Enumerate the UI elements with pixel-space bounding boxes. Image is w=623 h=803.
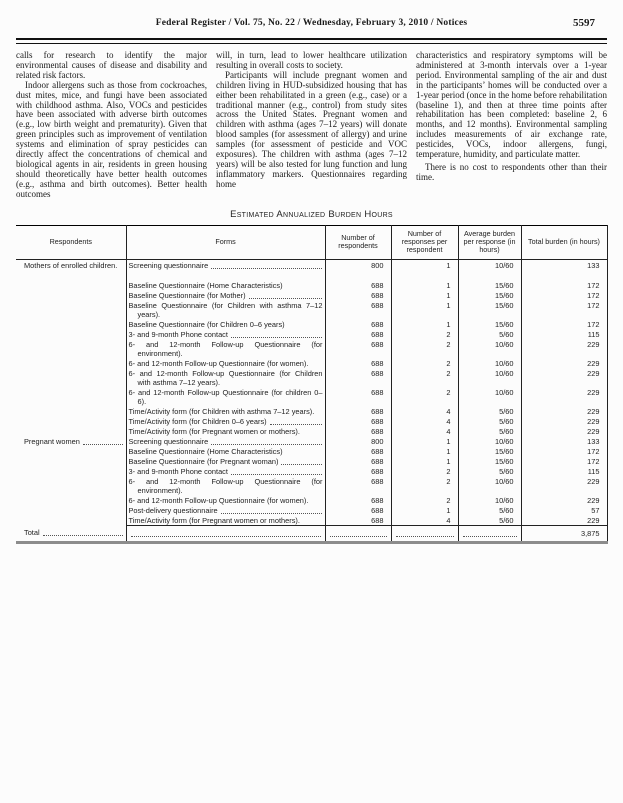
- total-burden-cell: 229: [521, 339, 607, 358]
- respondent-cell: [16, 290, 126, 300]
- dot-leader: [281, 457, 321, 465]
- num-responses-cell: 4: [391, 416, 458, 426]
- col-header-avg-burden: Average burden per response (in hours): [458, 225, 521, 259]
- total-burden-cell: 229: [521, 426, 607, 436]
- avg-burden-cell: 10/60: [458, 436, 521, 446]
- avg-burden-cell: 15/60: [458, 456, 521, 466]
- form-cell: Baseline Questionnaire (Home Characteristics): [126, 446, 325, 456]
- total-burden-cell: 133: [521, 259, 607, 280]
- form-cell: Screening questionnaire: [126, 259, 325, 280]
- header-double-rule: [16, 38, 607, 44]
- num-responses-cell: 2: [391, 387, 458, 406]
- avg-burden-cell: 15/60: [458, 446, 521, 456]
- paragraph: There is no cost to respondents other than their time.: [416, 161, 607, 182]
- form-cell: 6- and 12-month Follow-up Questionnaire (for women).: [126, 358, 325, 368]
- total-burden-cell: 57: [521, 505, 607, 515]
- dot-leader: [211, 437, 321, 445]
- avg-burden-cell: 5/60: [458, 416, 521, 426]
- total-burden-cell: 229: [521, 416, 607, 426]
- num-respondents-cell: 688: [325, 476, 391, 495]
- total-avg-burden-cell: [458, 525, 521, 542]
- form-cell: Time/Activity form (for Children with asthma 7–12 years).: [126, 406, 325, 416]
- respondent-cell: Pregnant women: [16, 436, 126, 446]
- total-burden-cell: 133: [521, 436, 607, 446]
- avg-burden-cell: 15/60: [458, 290, 521, 300]
- running-head: [16, 18, 607, 34]
- num-responses-cell: 2: [391, 368, 458, 387]
- table-row: [16, 466, 607, 476]
- avg-burden-cell: 10/60: [458, 259, 521, 280]
- avg-burden-cell: 5/60: [458, 329, 521, 339]
- avg-burden-cell: 5/60: [458, 466, 521, 476]
- num-respondents-cell: 688: [325, 426, 391, 436]
- issue-citation: / Vol. 75, No. 22 / Wednesday, February 3, 2010 / Notices: [226, 18, 468, 28]
- paragraph: characteristics and respiratory symptoms will be administered at 3-month intervals over a 1-year period. Environmental sampling of the air and dust in the participants’ homes will be conducted over a 1-year period (once in the home before rehabilitation (baseline 1), and then at three time points after rehabilitation has been completed: baseline 2, 6 months, and 12 months). Environmental sampling includes measurements of air exchange rate, pesticides, VOCs, indoor allergens, fungi, temperature, humidity, and particulate matter.: [416, 50, 607, 160]
- num-respondents-cell: 688: [325, 406, 391, 416]
- num-respondents-cell: 688: [325, 339, 391, 358]
- total-burden-cell: 229: [521, 515, 607, 526]
- dot-leader: [221, 506, 322, 514]
- respondent-cell: [16, 495, 126, 505]
- num-respondents-cell: 688: [325, 387, 391, 406]
- avg-burden-cell: 10/60: [458, 387, 521, 406]
- table-row: [16, 387, 607, 406]
- form-cell: Screening questionnaire: [126, 436, 325, 446]
- total-burden-cell: 172: [521, 300, 607, 319]
- dot-leader: [330, 529, 387, 537]
- avg-burden-cell: 10/60: [458, 358, 521, 368]
- total-label-cell: [16, 525, 126, 542]
- table-row: [16, 476, 607, 495]
- respondent-cell: [16, 515, 126, 526]
- table-row: [16, 280, 607, 290]
- table-row: [16, 515, 607, 526]
- respondent-cell: [16, 319, 126, 329]
- num-responses-cell: 2: [391, 495, 458, 505]
- form-cell: 6- and 12-month Follow-up Questionnaire (for environment).: [126, 476, 325, 495]
- table-row: [16, 290, 607, 300]
- total-burden-cell: 172: [521, 456, 607, 466]
- num-respondents-cell: 688: [325, 280, 391, 290]
- num-respondents-cell: 688: [325, 515, 391, 526]
- respondent-cell: Mothers of enrolled children.: [24, 260, 118, 270]
- avg-burden-cell: 10/60: [458, 339, 521, 358]
- num-respondents-cell: 688: [325, 416, 391, 426]
- body-columns: [16, 51, 607, 200]
- num-responses-cell: 2: [391, 339, 458, 358]
- num-respondents-cell: 688: [325, 466, 391, 476]
- form-cell: 3- and 9-month Phone contact: [126, 329, 325, 339]
- avg-burden-cell: 5/60: [458, 406, 521, 416]
- form-cell: Time/Activity form (for Children 0–6 years): [126, 416, 325, 426]
- body-column-2: [216, 51, 407, 200]
- table-row: [16, 358, 607, 368]
- total-burden-cell: 229: [521, 406, 607, 416]
- col-header-total-burden: Total burden (in hours): [521, 225, 607, 259]
- total-burden-cell: 172: [521, 319, 607, 329]
- burden-table-body: [16, 259, 607, 525]
- dot-leader: [131, 529, 321, 537]
- total-burden-cell: 229: [521, 495, 607, 505]
- num-respondents-cell: 800: [325, 259, 391, 280]
- num-responses-cell: 2: [391, 476, 458, 495]
- avg-burden-cell: 15/60: [458, 319, 521, 329]
- form-cell: Post-delivery questionnaire: [126, 505, 325, 515]
- respondent-cell: [16, 368, 126, 387]
- journal-title: Federal Register: [155, 18, 226, 28]
- body-column-3: [416, 51, 607, 200]
- num-responses-cell: 4: [391, 515, 458, 526]
- form-cell: 6- and 12-month Follow-up Questionnaire (for Children with asthma 7–12 years).: [126, 368, 325, 387]
- respondent-cell: [16, 280, 126, 290]
- table-row: [16, 329, 607, 339]
- paragraph: Indoor allergens such as those from cockroaches, dust mites, mice, and fungi have been associated with childhood asthma. Also, VOCs and pesticides have been associated with adverse birth outcomes (e.g., low birth weight and prematurity). Given that green principles such as improvement of ventilation systems and elimination of spray pesticides can directly affect the concentrations of chemical and biological agents in air, residents in green housing should theoretically have better health outcomes (e.g., asthma and birth outcomes). Better health outcomes: [16, 79, 207, 199]
- num-respondents-cell: 688: [325, 319, 391, 329]
- form-cell: 3- and 9-month Phone contact: [126, 466, 325, 476]
- total-burden-cell: 172: [521, 290, 607, 300]
- num-respondents-cell: 688: [325, 290, 391, 300]
- num-respondents-cell: 688: [325, 456, 391, 466]
- paragraph: calls for research to identify the major environmental causes of disease and disability and related risk factors.: [16, 50, 207, 80]
- respondent-cell: [16, 446, 126, 456]
- respondent-cell: [16, 329, 126, 339]
- total-forms-cell: [126, 525, 325, 542]
- dot-leader: [463, 529, 517, 537]
- total-burden-cell: 172: [521, 446, 607, 456]
- total-burden-cell: 115: [521, 329, 607, 339]
- num-responses-cell: 1: [391, 280, 458, 290]
- respondent-cell: [16, 426, 126, 436]
- running-head-citation: [16, 18, 607, 28]
- table-row: [16, 339, 607, 358]
- dot-leader: [231, 467, 322, 475]
- total-burden-cell: 229: [521, 387, 607, 406]
- col-header-responses-per-respondent: Number of responses per respondent: [391, 225, 458, 259]
- table-row: [16, 446, 607, 456]
- col-header-respondents: Respondents: [16, 225, 126, 259]
- avg-burden-cell: 5/60: [458, 515, 521, 526]
- respondent-cell: [16, 466, 126, 476]
- avg-burden-cell: 10/60: [458, 476, 521, 495]
- num-responses-cell: 1: [391, 300, 458, 319]
- num-responses-cell: 1: [391, 319, 458, 329]
- form-cell: 6- and 12-month Follow-up Questionnaire (for children 0–6).: [126, 387, 325, 406]
- num-responses-cell: 1: [391, 436, 458, 446]
- avg-burden-cell: 10/60: [458, 368, 521, 387]
- dot-leader: [249, 291, 322, 299]
- table-row: [16, 259, 607, 280]
- respondent-cell: [16, 358, 126, 368]
- table-row: [16, 319, 607, 329]
- respondent-cell: [16, 406, 126, 416]
- table-row: [16, 505, 607, 515]
- page-number: 5597: [573, 17, 595, 29]
- form-cell: Time/Activity form (for Pregnant women or mothers).: [126, 426, 325, 436]
- form-cell: 6- and 12-month Follow-up Questionnaire (for environment).: [126, 339, 325, 358]
- paragraph: Participants will include pregnant women and children living in HUD-subsidized housing that has either been rehabilitated in a green (e.g., case) or a traditional manner (e.g., control) from study sites across the United States. Pregnant women and children with asthma (ages 7–12 years) will donate blood samples (for assessment of allergy) and urine samples (for assessment of pesticide and VOC exposures). The children with asthma (ages 7–12 years) will be also tested for lung function and lung inflammatory markers. Questionnaires regarding home: [216, 69, 407, 189]
- table-row: [16, 406, 607, 416]
- num-responses-cell: 1: [391, 446, 458, 456]
- dot-leader: [83, 437, 123, 445]
- total-row: [16, 525, 607, 542]
- total-burden-cell: 172: [521, 280, 607, 290]
- form-cell: Baseline Questionnaire (Home Characteristics): [126, 280, 325, 290]
- grand-total-cell: 3,875: [521, 525, 607, 542]
- table-row: [16, 368, 607, 387]
- form-cell: Baseline Questionnaire (for Children with asthma 7–12 years).: [126, 300, 325, 319]
- dot-leader: [231, 330, 322, 338]
- total-burden-cell: 115: [521, 466, 607, 476]
- total-burden-cell: 229: [521, 358, 607, 368]
- num-respondents-cell: 688: [325, 495, 391, 505]
- num-responses-cell: 1: [391, 259, 458, 280]
- form-cell: 6- and 12-month Follow-up Questionnaire (for women).: [126, 495, 325, 505]
- table-header-row: [16, 225, 607, 259]
- table-title: Estimated Annualized Burden Hours: [230, 208, 393, 220]
- respondent-cell: [16, 476, 126, 495]
- total-num-responses-cell: [391, 525, 458, 542]
- num-respondents-cell: 688: [325, 446, 391, 456]
- num-responses-cell: 2: [391, 358, 458, 368]
- num-responses-cell: 1: [391, 290, 458, 300]
- table-row: [16, 300, 607, 319]
- num-respondents-cell: 688: [325, 358, 391, 368]
- num-respondents-cell: 688: [325, 368, 391, 387]
- table-row: [16, 456, 607, 466]
- form-cell: Time/Activity form (for Pregnant women or mothers).: [126, 515, 325, 526]
- respondent-cell: [16, 505, 126, 515]
- body-column-1: [16, 51, 207, 200]
- burden-hours-table: [16, 225, 608, 544]
- avg-burden-cell: 5/60: [458, 505, 521, 515]
- total-burden-cell: 229: [521, 368, 607, 387]
- total-num-respondents-cell: [325, 525, 391, 542]
- respondent-cell: [16, 387, 126, 406]
- num-respondents-cell: 800: [325, 436, 391, 446]
- paragraph: will, in turn, lead to lower healthcare utilization resulting in overall costs to society.: [216, 50, 407, 70]
- respondent-cell: [16, 300, 126, 319]
- table-row: [16, 416, 607, 426]
- total-burden-cell: 229: [521, 476, 607, 495]
- num-responses-cell: 1: [391, 505, 458, 515]
- form-cell: Baseline Questionnaire (for Children 0–6 years): [126, 319, 325, 329]
- avg-burden-cell: 15/60: [458, 300, 521, 319]
- form-cell: Baseline Questionnaire (for Mother): [126, 290, 325, 300]
- num-responses-cell: 2: [391, 329, 458, 339]
- dot-leader: [43, 528, 123, 536]
- table-row: [16, 436, 607, 446]
- num-responses-cell: 2: [391, 466, 458, 476]
- num-responses-cell: 4: [391, 426, 458, 436]
- avg-burden-cell: 15/60: [458, 280, 521, 290]
- num-respondents-cell: 688: [325, 505, 391, 515]
- dot-leader: [396, 529, 454, 537]
- form-cell: Baseline Questionnaire (for Pregnant woman): [126, 456, 325, 466]
- dot-leader: [270, 417, 322, 425]
- respondent-cell: [16, 456, 126, 466]
- col-header-forms: Forms: [126, 225, 325, 259]
- col-header-num-respondents: Number of respondents: [325, 225, 391, 259]
- avg-burden-cell: 5/60: [458, 426, 521, 436]
- table-row: [16, 426, 607, 436]
- respondent-cell: [16, 416, 126, 426]
- num-respondents-cell: 688: [325, 300, 391, 319]
- num-responses-cell: 1: [391, 456, 458, 466]
- total-label: Total: [24, 528, 40, 538]
- num-respondents-cell: 688: [325, 329, 391, 339]
- avg-burden-cell: 10/60: [458, 495, 521, 505]
- respondent-cell: [16, 339, 126, 358]
- table-row: [16, 495, 607, 505]
- dot-leader: [211, 261, 321, 269]
- num-responses-cell: 4: [391, 406, 458, 416]
